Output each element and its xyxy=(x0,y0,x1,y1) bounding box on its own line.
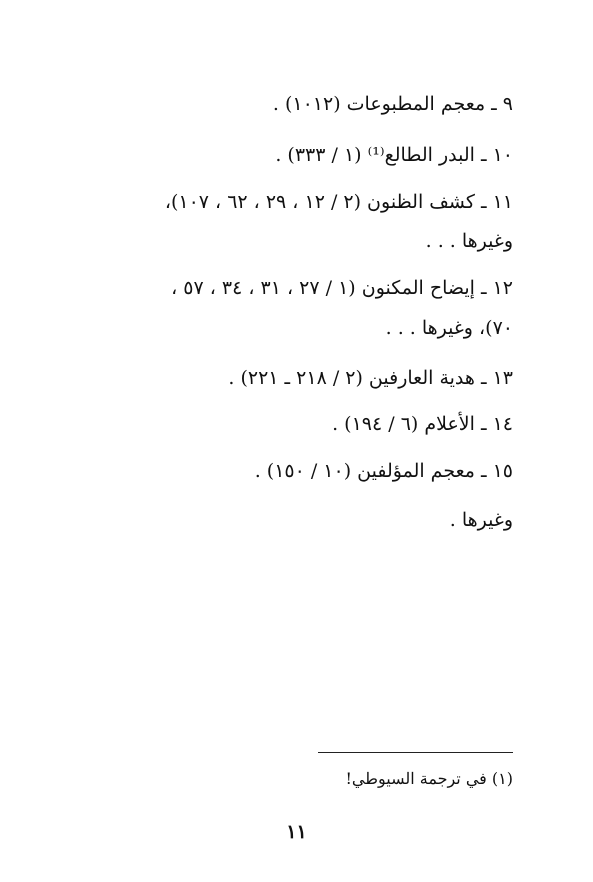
page-number: ١١ xyxy=(286,821,307,843)
reference-line-12: ١٢ ـ إيضاح المكنون (١ / ٢٧ ، ٣١ ، ٣٤ ، ٥٧ ، xyxy=(171,277,513,299)
reference-line-9: ٩ ـ معجم المطبوعات (١٠١٢) . xyxy=(272,93,513,115)
reference-line-11-continuation: وغيرها . . . xyxy=(425,230,513,252)
footnote-divider xyxy=(318,752,513,753)
reference-line-11: ١١ ـ كشف الظنون (٢ / ١٢ ، ٢٩ ، ٦٢ ، ١٠٧)، xyxy=(164,191,513,213)
reference-line-14: ١٤ ـ الأعلام (٦ / ١٩٤) . xyxy=(332,413,513,435)
closing-line: وغيرها . xyxy=(449,509,513,531)
footnote: (١) في ترجمة السيوطي! xyxy=(345,769,513,788)
reference-line-13: ١٣ ـ هدية العارفين (٢ / ٢١٨ ـ ٢٢١) . xyxy=(228,367,513,389)
reference-line-10: ١٠ ـ البدر الطالع⁽¹⁾ (١ / ٣٣٣) . xyxy=(275,144,513,166)
reference-line-12-continuation: ٧٠)، وغيرها . . . xyxy=(385,317,513,339)
reference-line-15: ١٥ ـ معجم المؤلفين (١٠ / ١٥٠) . xyxy=(254,460,513,482)
